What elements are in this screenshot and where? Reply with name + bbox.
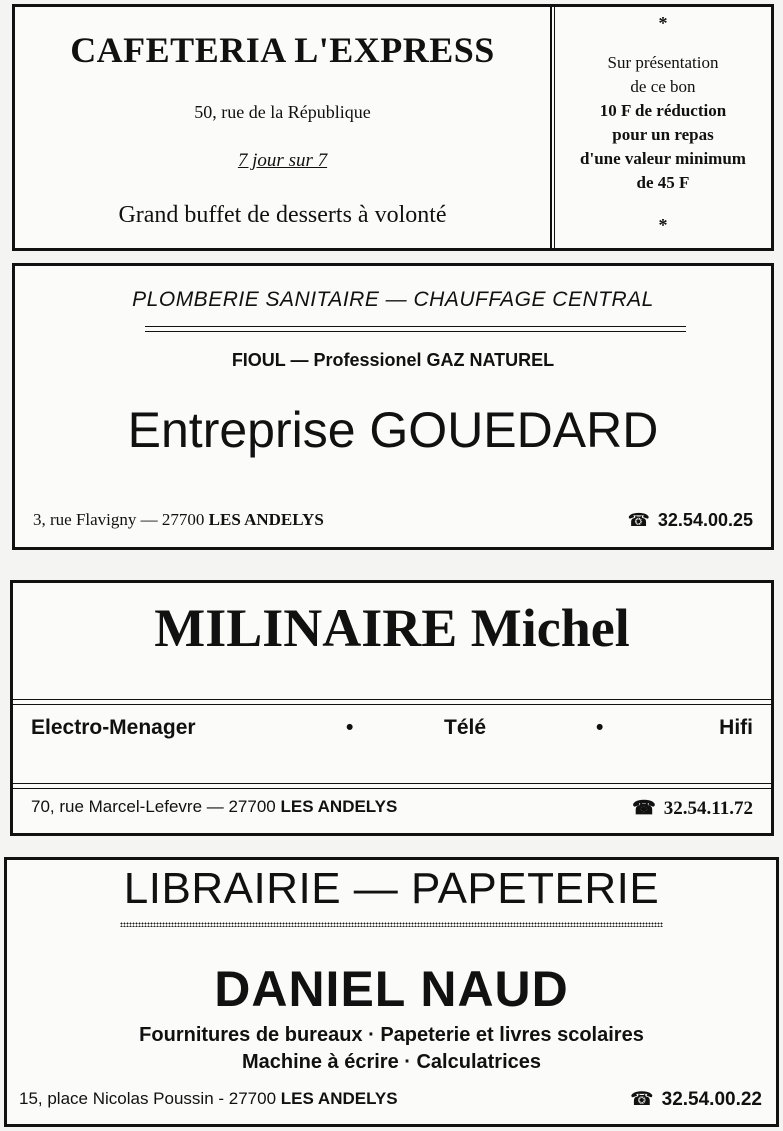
milinaire-products (31, 716, 753, 746)
coupon-line-5: d'une valeur minimum (580, 149, 746, 168)
coupon-line-2: de ce bon (630, 77, 696, 96)
naud-address-town: LES ANDELYS (280, 1089, 398, 1108)
naud-products-line-1: Fournitures de bureaux · Papeterie et livres scolaires (139, 1024, 644, 1046)
cafeteria-coupon (555, 7, 771, 248)
gouedard-fuel-line: FIOUL — Professionel GAZ NATUREL (231, 350, 555, 370)
ad-cafeteria-express (12, 4, 774, 251)
coupon-line-4: pour un repas (612, 125, 714, 144)
milinaire-phone-number: 32.54.11.72 (663, 798, 753, 819)
gouedard-specialty: PLOMBERIE SANITAIRE — CHAUFFAGE CENTRAL (132, 288, 654, 311)
phone-icon: ☎ (629, 1089, 654, 1110)
product-separator: • (596, 716, 604, 739)
milinaire-name: MILINAIRE Michel (154, 598, 630, 658)
milinaire-address-street: 70, rue Marcel-Lefevre — 27700 (31, 797, 276, 816)
naud-address-street: 15, place Nicolas Poussin - 27700 (19, 1089, 277, 1108)
ad-milinaire-michel (10, 580, 774, 836)
phone-icon: ☎ (627, 510, 650, 530)
ad-daniel-naud (4, 857, 779, 1127)
coupon-star-top: * (658, 13, 668, 33)
cafeteria-title: CAFETERIA L'EXPRESS (70, 30, 495, 70)
milinaire-rule-bottom (13, 783, 771, 789)
naud-products-line-2: Machine à écrire · Calculatrices (241, 1051, 542, 1073)
gouedard-double-rule (145, 326, 686, 332)
gouedard-address-street: 3, rue Flavigny — 27700 (33, 510, 205, 529)
gouedard-address-town: LES ANDELYS (208, 510, 324, 529)
naud-name: DANIEL NAUD (214, 961, 569, 1017)
cafeteria-buffet-text: Grand buffet de desserts à volonté (118, 202, 447, 228)
naud-dotted-rule (120, 922, 663, 927)
milinaire-address-town: LES ANDELYS (280, 797, 398, 816)
coupon-line-1: Sur présentation (607, 53, 719, 72)
coupon-text (555, 51, 771, 195)
gouedard-address (33, 510, 324, 530)
product-hifi: Hifi (719, 716, 753, 739)
product-electro-menager: Electro-Menager (31, 716, 196, 739)
naud-address (19, 1089, 398, 1109)
coupon-line-6: de 45 F (636, 173, 690, 192)
milinaire-rule-top (13, 699, 771, 705)
cafeteria-main-panel (15, 7, 550, 248)
cafeteria-opening-days: 7 jour sur 7 (237, 150, 328, 171)
gouedard-phone-number: 32.54.00.25 (657, 510, 753, 530)
milinaire-phone (632, 797, 753, 820)
gouedard-name: Entreprise GOUEDARD (127, 402, 659, 458)
coupon-star-bottom: * (658, 215, 668, 235)
milinaire-address (31, 797, 397, 817)
phone-icon: ☎ (632, 798, 656, 819)
naud-phone (630, 1088, 762, 1111)
cafeteria-address: 50, rue de la République (194, 102, 371, 122)
product-separator: • (346, 716, 354, 739)
gouedard-phone (627, 510, 753, 531)
coupon-line-3: 10 F de réduction (599, 101, 727, 120)
ad-entreprise-gouedard (12, 263, 774, 550)
naud-header: LIBRAIRIE — PAPETERIE (123, 864, 660, 913)
naud-phone-number: 32.54.00.22 (661, 1089, 762, 1110)
product-tele: Télé (444, 716, 487, 739)
